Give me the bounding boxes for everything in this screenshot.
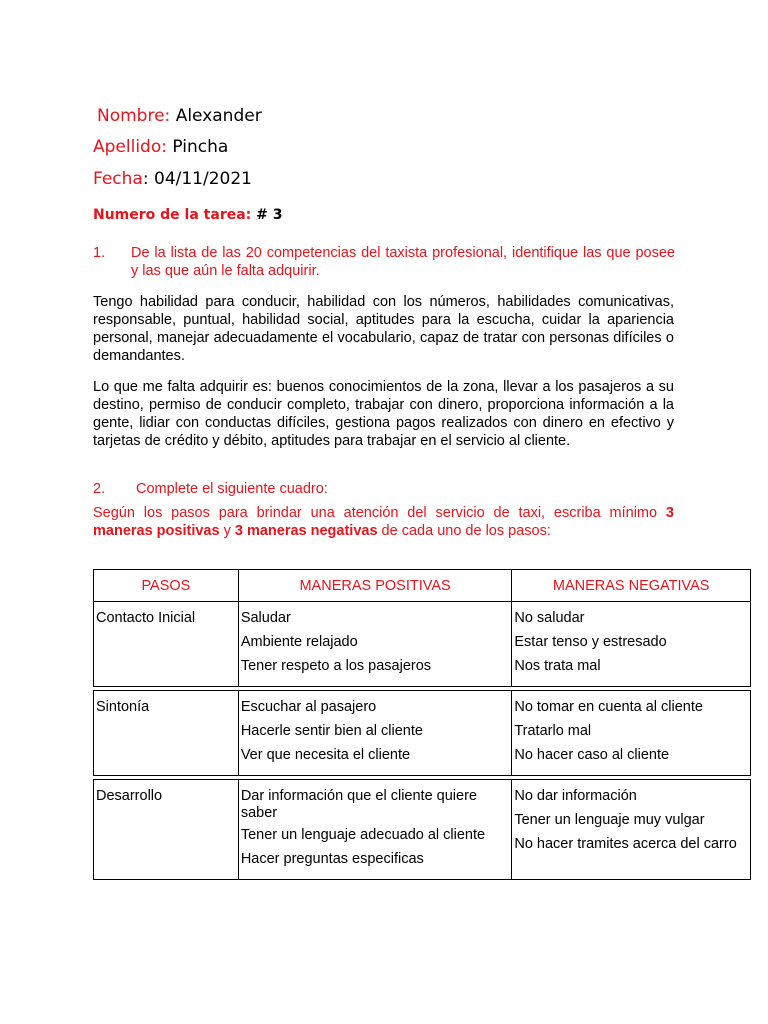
positive-item: Escuchar al pasajero — [240, 699, 377, 715]
apellido-line — [93, 137, 228, 157]
positive-item: Ambiente relajado — [240, 634, 358, 650]
task-value: # 3 — [256, 207, 283, 223]
nombre-line — [97, 106, 262, 126]
question-2-text: Complete el siguiente cuadro: — [136, 481, 328, 497]
paso-cell: Sintonía — [96, 699, 150, 715]
positive-item: Dar información que el cliente quiere saber — [240, 788, 477, 821]
instr-part-e: de cada uno de los pasos: — [377, 523, 551, 539]
negative-item: Tratarlo mal — [514, 723, 592, 739]
fecha-label: Fecha — [93, 169, 143, 189]
answer-paragraph-1: Tengo habilidad para conducir, habilidad con los números, habilidades comunicativas, responsable, puntual, habilidad social, aptitudes para la escucha, cuidar la apariencia personal, manejar adecuadamente el vocabulario, capaz de tratar con personas difíciles o demandantes. — [93, 294, 674, 364]
answer-paragraph-2: Lo que me falta adquirir es: buenos conocimientos de la zona, llevar a los pasajeros a su destino, permiso de conducir completo, trabajar con dinero, proporciona información a la gente, lidiar con conductas difíciles, gestiona pagos realizados con dinero en efectivo y tarjetas de crédito y débito, aptitudes para trabajar en el servicio al cliente. — [93, 379, 674, 449]
negative-item: Estar tenso y estresado — [514, 634, 667, 650]
paso-cell: Contacto Inicial — [96, 610, 196, 626]
table-row — [94, 602, 751, 687]
task-number — [93, 207, 283, 223]
positive-item: Tener un lenguaje adecuado al cliente — [240, 827, 486, 843]
question-2-instructions — [93, 504, 674, 540]
table-row — [94, 691, 751, 776]
nombre-label: Nombre: — [97, 106, 171, 126]
fecha-sep: : — [142, 169, 149, 189]
apellido-value: Pincha — [172, 137, 229, 157]
nombre-value: Alexander — [175, 106, 262, 126]
instr-negative: 3 maneras negativas — [234, 523, 378, 539]
negative-item: Tener un lenguaje muy vulgar — [514, 812, 705, 828]
question-1-number: 1. — [93, 245, 106, 261]
fecha-value: 04/11/2021 — [154, 169, 252, 189]
negative-item: No dar información — [514, 788, 637, 804]
positive-item: Hacerle sentir bien al cliente — [240, 723, 423, 739]
task-label: Numero de la tarea: — [93, 207, 252, 223]
negative-item: No hacer caso al cliente — [514, 747, 670, 763]
negative-item: No saludar — [514, 610, 585, 626]
header-positivas: MANERAS POSITIVAS — [238, 570, 512, 602]
question-2-number: 2. — [93, 481, 106, 497]
negative-item: Nos trata mal — [514, 658, 601, 674]
table-row — [94, 780, 751, 880]
positive-item: Hacer preguntas especificas — [240, 851, 424, 867]
positive-item: Tener respeto a los pasajeros — [240, 658, 432, 674]
paso-cell: Desarrollo — [96, 788, 163, 804]
positive-item: Ver que necesita el cliente — [240, 747, 411, 763]
question-1-text: De la lista de las 20 competencias del taxista profesional, identifique las que posee y las que aún le falta adquirir. — [131, 245, 675, 279]
apellido-label: Apellido: — [93, 137, 167, 157]
header-pasos: PASOS — [94, 570, 239, 602]
header-negativas: MANERAS NEGATIVAS — [512, 570, 751, 602]
negative-item: No hacer tramites acerca del carro — [514, 836, 737, 852]
instr-part-c: y — [219, 523, 235, 539]
steps-table — [93, 569, 751, 880]
table-header-row — [94, 570, 751, 602]
instr-part-a: Según los pasos para brindar una atención del servicio de taxi, escriba mínimo — [93, 505, 666, 521]
instr-positive: 3 maneras positivas — [93, 505, 674, 539]
positive-item: Saludar — [240, 610, 291, 626]
negative-item: No tomar en cuenta al cliente — [514, 699, 703, 715]
fecha-line — [93, 169, 252, 189]
